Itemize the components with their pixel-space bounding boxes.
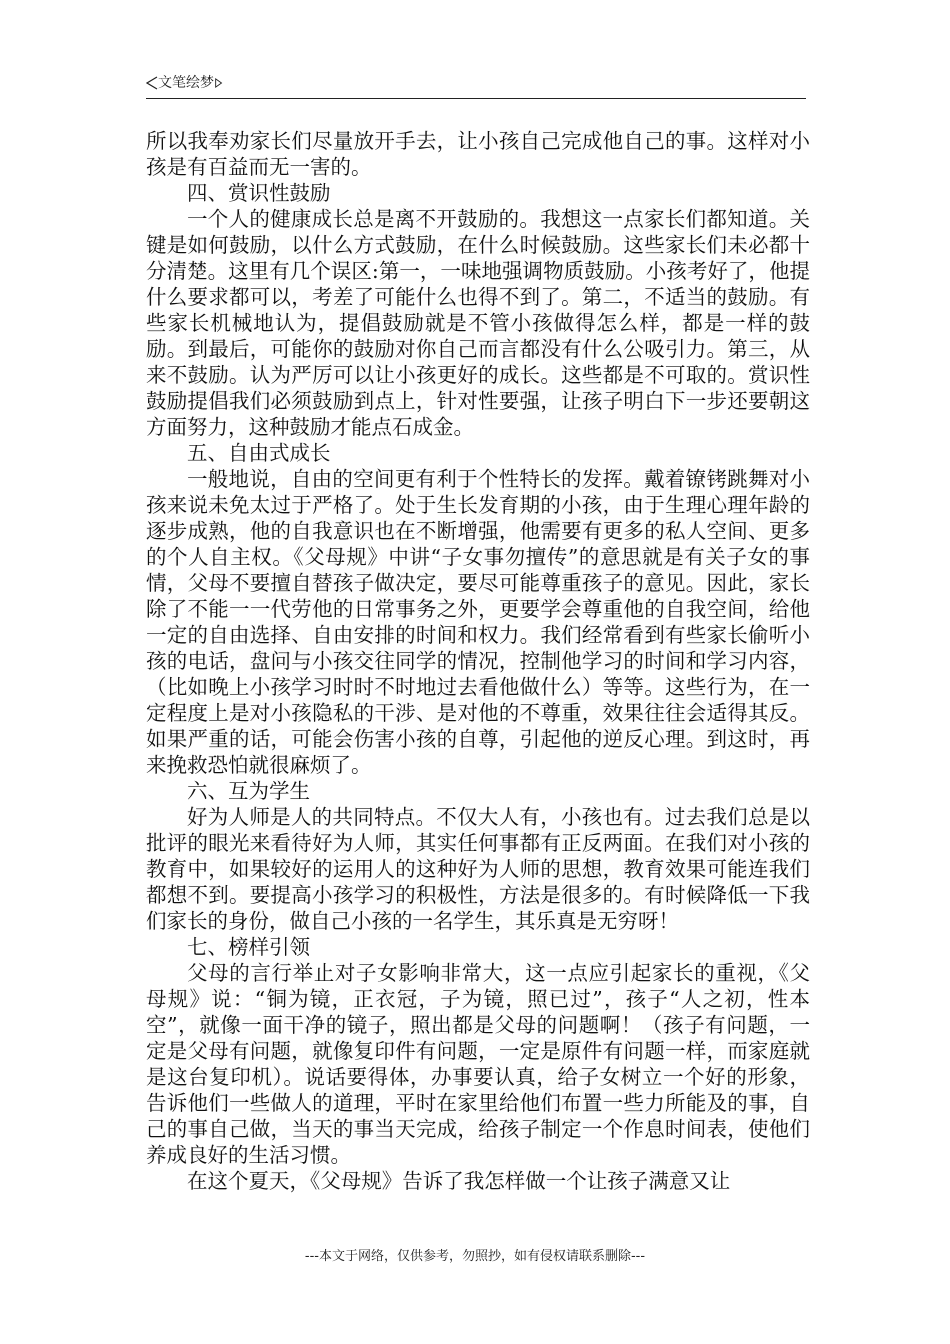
section-heading: 七、榜样引领 — [187, 935, 310, 959]
body-paragraph: 所以我奉劝家长们尽量放开手去，让小孩自己完成他自己的事。这样对小孩是有百益而无一害的。 — [146, 129, 810, 179]
footer-disclaimer: ---本文于网络，仅供参考，勿照抄，如有侵权请联系删除--- — [304, 1249, 646, 1264]
body-paragraph: 在这个夏天，《父母规》告诉了我怎样做一个让孩子满意又让 — [187, 1169, 731, 1193]
header-brand — [146, 74, 224, 92]
body-paragraph: 父母的言行举止对子女影响非常大，这一点应引起家长的重视，《父母规》说：“铜为镜，正衣冠，子为镜，照已过”，孩子“人之初，性本空”，就像一面干净的镜子，照出都是父母的问题啊！（孩子有问题，一定是父母有问题，就像复印件有问题，一定是原件有问题一样，而家庭就是这台复印机）。说话要得体，办事要认真，给子女树立一个好的形象，告诉他们一些做人的道理，平时在家里给他们布置一些力所能及的事，自己的事自己做，当天的事当天完成，给孩子制定一个作息时间表，使他们养成良好的生活习惯。 — [146, 961, 810, 1167]
section-heading: 四、赏识性鼓励 — [187, 181, 331, 205]
header-rule — [146, 98, 806, 99]
triangle-right-icon — [214, 76, 224, 90]
brand-text: 文笔绘梦 — [158, 75, 214, 91]
document-body — [146, 128, 810, 1194]
body-paragraph: 一般地说，自由的空间更有利于个性特长的发挥。戴着镣铐跳舞对小孩来说未免太过于严格了。处于生长发育期的小孩，由于生理心理年龄的逐步成熟，他的自我意识也在不断增强，他需要有更多的私人空间、更多的个人自主权。《父母规》中讲“子女事勿擅传”的意思就是有关子女的事情，父母不要擅自替孩子做决定，要尽可能尊重孩子的意见。因此，家长除了不能一一代劳他的日常事务之外，更要学会尊重他的自我空间，给他一定的自由选择、自由安排的时间和权力。我们经常看到有些家长偷听小孩的电话，盘问与小孩交往同学的情况，控制他学习的时间和学习内容，（比如晚上小孩学习时时不时地过去看他做什么）等等。这些行为，在一定程度上是对小孩隐私的干涉、是对他的不尊重，效果往往会适得其反。如果严重的话，可能会伤害小孩的自尊，引起他的逆反心理。到这时，再来挽救恐怕就很麻烦了。 — [146, 467, 810, 777]
body-paragraph: 好为人师是人的共同特点。不仅大人有，小孩也有。过去我们总是以批评的眼光来看待好为人师，其实任何事都有正反两面。在我们对小孩的教育中，如果较好的运用人的这种好为人师的思想，教育效果可能连我们都想不到。要提高小孩学习的积极性，方法是很多的。有时候降低一下我们家长的身份，做自己小孩的一名学生，其乐真是无穷呀！ — [146, 805, 810, 933]
triangle-left-icon — [146, 76, 158, 90]
page-header — [146, 66, 806, 98]
section-heading: 六、互为学生 — [187, 779, 310, 803]
section-heading: 五、自由式成长 — [187, 441, 331, 465]
body-paragraph: 一个人的健康成长总是离不开鼓励的。我想这一点家长们都知道。关键是如何鼓励，以什么方式鼓励，在什么时候鼓励。这些家长们未必都十分清楚。这里有几个误区:第一，一味地强调物质鼓励。小孩考好了，他提什么要求都可以，考差了可能什么也得不到了。第二，不适当的鼓励。有些家长机械地认为，提倡鼓励就是不管小孩做得怎么样，都是一样的鼓励。到最后，可能你的鼓励对你自己而言都没有什么公吸引力。第三，从来不鼓励。认为严厉可以让小孩更好的成长。这些都是不可取的。赏识性鼓励提倡我们必须鼓励到点上，针对性要强，让孩子明白下一步还要朝这方面努力，这种鼓励才能点石成金。 — [146, 207, 810, 439]
